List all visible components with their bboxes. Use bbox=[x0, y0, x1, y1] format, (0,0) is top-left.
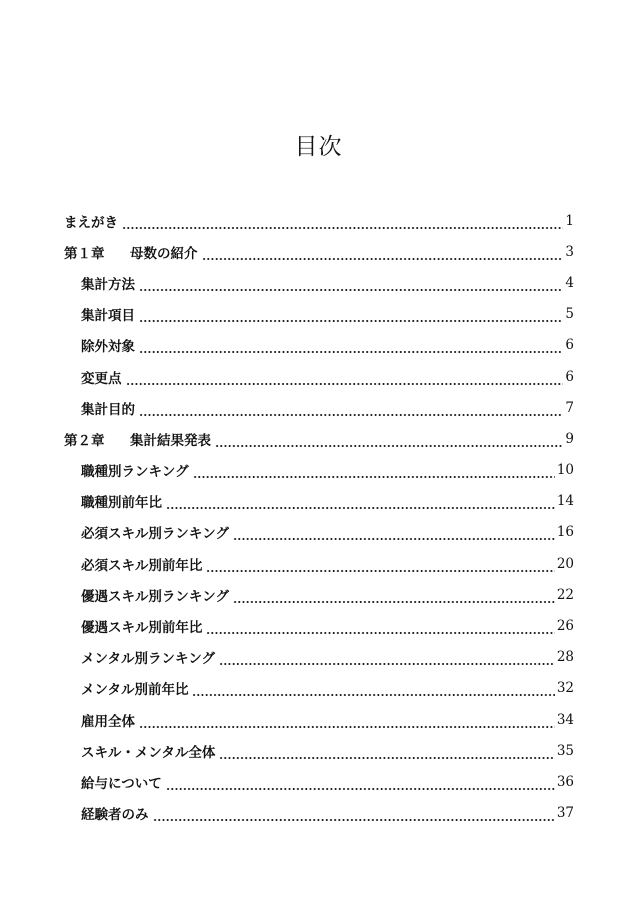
chapter-number: 第１章 bbox=[64, 245, 105, 262]
toc-entry[interactable] bbox=[64, 423, 574, 454]
page-number: 3 bbox=[565, 243, 574, 260]
toc-entry-label: 集計目的 bbox=[81, 401, 135, 418]
toc-entry[interactable] bbox=[64, 766, 574, 797]
toc-entry-title bbox=[81, 803, 149, 823]
dot-leader bbox=[233, 590, 555, 604]
dot-leader bbox=[139, 403, 563, 417]
page-number: 22 bbox=[556, 586, 574, 603]
dot-leader bbox=[206, 621, 554, 635]
toc-entry-label: 雇用全体 bbox=[81, 713, 135, 730]
toc-entry-title bbox=[81, 554, 202, 574]
toc-entry-title bbox=[64, 211, 118, 231]
toc-entry-title bbox=[81, 647, 215, 667]
toc-entry[interactable] bbox=[64, 610, 574, 641]
toc-entry-title bbox=[81, 398, 135, 418]
dot-leader bbox=[166, 777, 555, 791]
toc-entry-title bbox=[81, 585, 229, 605]
toc-entry-label: 優遇スキル別ランキング bbox=[81, 588, 229, 605]
toc-entry-label: スキル・メンタル全体 bbox=[81, 744, 216, 761]
toc-entry-title bbox=[81, 772, 162, 792]
toc-entry[interactable] bbox=[64, 798, 574, 829]
page-number: 6 bbox=[565, 337, 574, 354]
chapter-number: 第２章 bbox=[64, 432, 105, 449]
page-title: 目次 bbox=[294, 134, 343, 160]
dot-leader bbox=[139, 278, 563, 292]
toc-entry[interactable] bbox=[64, 548, 574, 579]
page-number: 32 bbox=[556, 680, 574, 697]
toc-entry-label: メンタル別ランキング bbox=[81, 651, 216, 668]
table-of-contents bbox=[64, 205, 574, 829]
page-number: 1 bbox=[565, 212, 574, 229]
dot-leader bbox=[139, 340, 563, 354]
dot-leader bbox=[206, 559, 554, 573]
toc-entry-title bbox=[81, 460, 189, 480]
toc-entry-title bbox=[81, 367, 122, 387]
toc-entry-title bbox=[81, 741, 215, 761]
toc-entry-label: 集計項目 bbox=[81, 308, 135, 325]
page-number: 10 bbox=[556, 462, 574, 479]
toc-entry-label: 必須スキル別前年比 bbox=[81, 557, 203, 574]
toc-entry-title bbox=[81, 273, 135, 293]
toc-entry[interactable] bbox=[64, 205, 574, 236]
toc-entry[interactable] bbox=[64, 267, 574, 298]
dot-leader bbox=[219, 652, 555, 666]
toc-entry[interactable] bbox=[64, 330, 574, 361]
toc-entry-label: 変更点 bbox=[81, 370, 122, 387]
toc-entry-title bbox=[81, 491, 162, 511]
toc-entry[interactable] bbox=[64, 455, 574, 486]
dot-leader bbox=[202, 247, 564, 261]
toc-entry-title bbox=[81, 616, 202, 636]
toc-entry-title bbox=[81, 710, 135, 730]
toc-entry-label: まえがき bbox=[64, 214, 118, 231]
toc-entry[interactable] bbox=[64, 361, 574, 392]
dot-leader bbox=[215, 434, 563, 448]
toc-entry[interactable] bbox=[64, 236, 574, 267]
dot-leader bbox=[122, 216, 563, 230]
toc-entry-label: 優遇スキル別前年比 bbox=[81, 620, 203, 637]
toc-entry-label: 集計方法 bbox=[81, 276, 135, 293]
page-number: 20 bbox=[556, 555, 574, 572]
dot-leader bbox=[166, 496, 555, 510]
page-number: 28 bbox=[556, 649, 574, 666]
toc-entry[interactable] bbox=[64, 735, 574, 766]
page-number: 37 bbox=[556, 805, 574, 822]
page-number: 5 bbox=[565, 306, 574, 323]
page-number: 34 bbox=[556, 711, 574, 728]
toc-entry-title bbox=[81, 304, 135, 324]
page-number: 6 bbox=[565, 368, 574, 385]
dot-leader bbox=[233, 527, 555, 541]
page-number: 36 bbox=[556, 773, 574, 790]
page-number: 16 bbox=[556, 524, 574, 541]
toc-entry-title bbox=[64, 429, 211, 449]
toc-entry[interactable] bbox=[64, 486, 574, 517]
page-number: 7 bbox=[565, 399, 574, 416]
toc-entry-label: 集計結果発表 bbox=[130, 432, 211, 449]
toc-entry[interactable] bbox=[64, 517, 574, 548]
toc-entry[interactable] bbox=[64, 299, 574, 330]
toc-entry-label: 母数の紹介 bbox=[130, 245, 198, 262]
toc-entry[interactable] bbox=[64, 579, 574, 610]
toc-entry-title bbox=[81, 678, 188, 698]
dot-leader bbox=[192, 683, 554, 697]
toc-entry-title bbox=[81, 522, 229, 542]
toc-entry-label: 必須スキル別ランキング bbox=[81, 526, 229, 543]
toc-entry-label: 職種別前年比 bbox=[81, 495, 162, 512]
toc-entry-label: 除外対象 bbox=[81, 339, 135, 356]
dot-leader bbox=[139, 309, 563, 323]
toc-entry[interactable] bbox=[64, 642, 574, 673]
toc-entry-title bbox=[81, 335, 135, 355]
dot-leader bbox=[126, 372, 564, 386]
toc-entry-label: 経験者のみ bbox=[81, 807, 149, 824]
dot-leader bbox=[219, 746, 554, 760]
page-number: 9 bbox=[565, 430, 574, 447]
toc-entry[interactable] bbox=[64, 673, 574, 704]
toc-entry[interactable] bbox=[64, 704, 574, 735]
page-number: 14 bbox=[556, 493, 574, 510]
toc-entry-label: 職種別ランキング bbox=[81, 464, 189, 481]
dot-leader bbox=[193, 465, 555, 479]
page-number: 26 bbox=[556, 618, 574, 635]
page-number: 4 bbox=[565, 274, 574, 291]
page-number: 35 bbox=[556, 742, 574, 759]
toc-entry[interactable] bbox=[64, 392, 574, 423]
dot-leader bbox=[139, 715, 555, 729]
toc-entry-title bbox=[64, 242, 198, 262]
dot-leader bbox=[153, 808, 555, 822]
toc-entry-label: メンタル別前年比 bbox=[81, 682, 189, 699]
toc-entry-label: 給与について bbox=[81, 775, 162, 792]
